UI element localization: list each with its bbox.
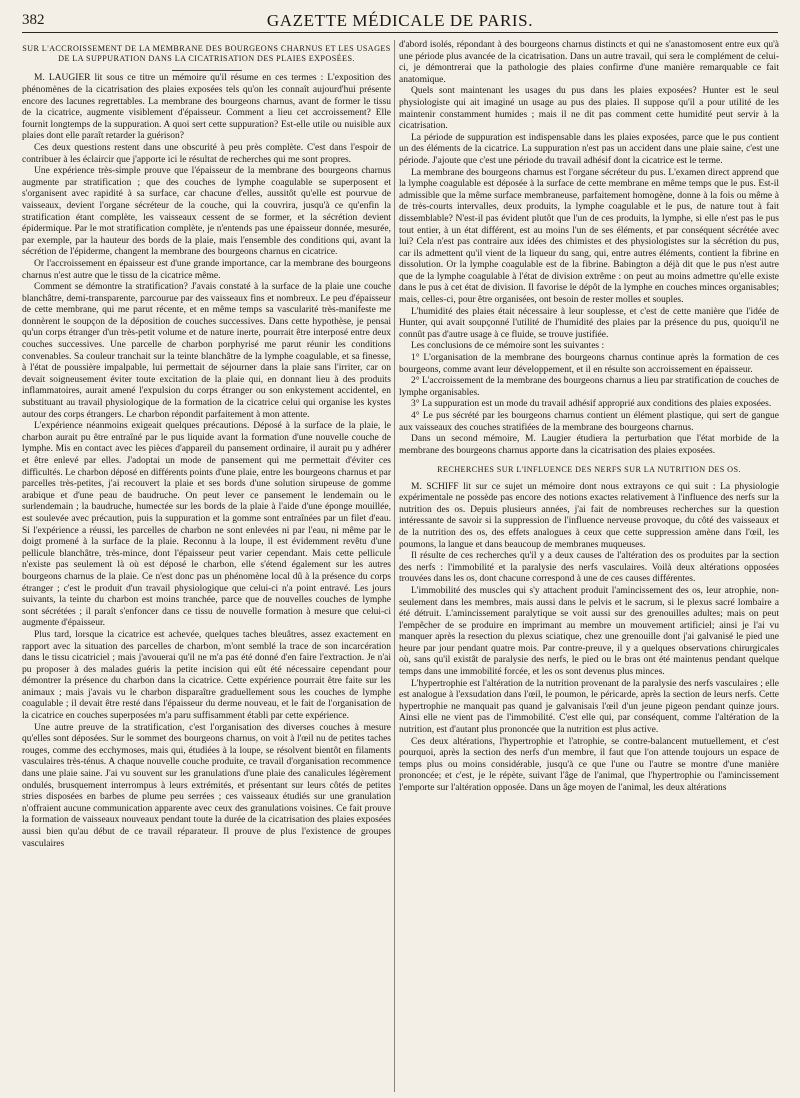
conclusion-item: 1° L'organisation de la membrane des bourgeons charnus continue après la formation de ces bourgeons, comme avant leur développement, et il en résulte son accroissement en épaisseur. xyxy=(399,353,779,375)
paragraph: La membrane des bourgeons charnus est l'organe sécréteur du pus. L'examen direct apprend que la lymphe coagulable est déposée à la surface de cette membrane en même temps que le pus. Est-il admissible que la même surface membraneuse, parfaitement homogène, donne à la fois ou même à de très-courts intervalles, deux produits, la lymphe coagulable et le pus, de nature tout à fait dissemblable? N'est-il pas évident plutôt que l'un de ces produits, la lymphe, si elle n'est pas le pus tout entier, à un état différent, est au moins l'un de ses éléments, et par conséquent sécrétée avec lui? Cela n'est pas contraire aux idées des chimistes et des physiologistes sur la sécrétion du pus, car ils admettent qu'il vient de la liqueur du sang, qui, entre autres éléments, contient la fibrine en dissolution. Or la lymphe coagulable est de la fibrine. Babington a déjà dit que le pus n'est autre que de la lymphe coagulable à l'état de division extrême : on peut au moins admettre qu'elle existe dans le pus à cet état de division. Il favorise le dépôt de la lymphe en couches minces organisables; mais, celles-ci, pour être organisées, ont besoin de rester molles et souples. xyxy=(399,167,779,306)
paragraph: L'expérience néanmoins exigeait quelques précautions. Déposé à la surface de la plaie, le charbon aurait pu être entraîné par le pus liquide avant la formation d'une nouvelle couche de lymphe. Mis en contact avec les pièces d'appareil du pansement ordinaire, il aurait pu y adhérer et être enlevé par elles. J'adoptai un mode de pansement qui me permettait d'éviter ces difficultés. Le charbon déposé en différents points d'une plaie, entre les bourgeons charnus et par parcelles très-petites, j'ai recouvert la plaie et ses bords d'une solution sirupeuse de gomme arabique et d'une peau de baudruche. On peut lever ce pansement le lendemain ou le surlendemain ; la baudruche, humectée sur les bords de la plaie à l'aide d'une éponge mouillée, est soulevée avec précaution, puis la suppuration et la gomme sont entraînées par un filet d'eau. Si l'expérience a réussi, les parcelles de charbon ne sont enlevées ni par l'eau, ni même par le doigt promené à la surface de la plaie. Reconnu à la loupe, il est évidemment revêtu d'une pellicule blanchâtre, très-mince, dont l'épaisseur peut varier cependant. Mais cette pellicule n'existe pas seulement là où est déposé le charbon, elle s'étend également sur les autres bourgeons charnus de la plaie. Ce n'est donc pas un phénomène local dû à la présence du corps étranger ; c'est le produit d'un travail physiologique que celui-ci n'a point entravé. Les jours suivants, la teinte du charbon est moins tranchée, parce que de nouvelles couches de lymphe sont sécrétées ; il paraît s'enfoncer dans ce tissu de nouvelle formation à mesure que celui-ci augmente d'épaisseur. xyxy=(22,421,391,629)
paragraph: La période de suppuration est indispensable dans les plaies exposées, parce que le pus contient un des éléments de la cicatrice. La suppuration n'est pas un accident dans une plaie saine, c'est une période. J'ajoute que c'est une période du travail adhésif dont la cicatrice est le terme. xyxy=(399,132,779,166)
journal-title: GAZETTE MÉDICALE DE PARIS. xyxy=(266,11,534,30)
paragraph: Il résulte de ces recherches qu'il y a deux causes de l'altération des os produites par la section des nerfs : l'immobilité et la paralysie des nerfs vasculaires. Voilà deux altérations opposées trouvées dans les os, dont chacune correspond à une de ces causes différentes. xyxy=(399,551,779,585)
paragraph: M. SCHIFF lit sur ce sujet un mémoire dont nous extrayons ce qui suit : La physiologie expérimentale ne possède pas encore des notions exactes relativement à l'influence des nerfs sur la nutrition des os. Depuis plusieurs années, j'ai fait de nombreuses recherches sur la question intéressante de savoir si la suppression de l'influence nerveuse provoque, du côté des vaisseaux et de la nutrition des os, des effets analogues à ceux que cette suppression amène dans l'œil, les poumons, la langue et dans beaucoup de membranes muqueuses. xyxy=(399,481,779,550)
paragraph: d'abord isolés, répondant à des bourgeons charnus distincts et qui ne s'anastomosent entre eux qu'à une période plus avancée de la cicatrisation. Dans un autre travail, qui sera le complément de celui-ci, je démontrerai que la pathologie des plaies confirme d'une manière remarquable ce fait anatomique. xyxy=(399,40,779,85)
paragraph: Quels sont maintenant les usages du pus dans les plaies exposées? Hunter est le seul physiologiste qui ait imaginé un usage au pus des plaies. Il suppose qu'il a pour utilité de les maintenir constamment humides ; mais il ne dit pas comment cette humidité peut servir à la cicatrisation. xyxy=(399,86,779,132)
conclusion-item: 4° Le pus sécrété par les bourgeons charnus contient un élément plastique, qui sert de gangue aux vaisseaux des couches stratifiées de la membrane des bourgeons charnus. xyxy=(399,411,779,433)
paragraph: Ces deux questions restent dans une obscurité à peu près complète. C'est dans l'espoir de contribuer à les éclaircir que j'apporte ici le résultat de recherches qui me sont propres. xyxy=(22,142,391,165)
paragraph: Les conclusions de ce mémoire sont les suivantes : xyxy=(411,341,605,352)
paragraph: L'immobilité des muscles qui s'y attachent produit l'amincissement des os, leur atrophie, non-seulement dans les membres, mais aussi dans le pelvis et le sacrum, si le plexus sacré lombaire a été détruit. L'amincissement paralytique se voit aussi sur des grenouilles adultes; mais on peut l'empêcher de se produire en imprimant au membre un mouvement artificiel; ainsi je l'ai vu manquer après la resection du plexus sciatique, chez une grenouille dont j'ai galvanisé le pied une heure par jour pendant quatre mois. Par contre-preuve, il y a quelques observations chirurgicales où, sans qu'il existât de paralysie des nerfs, le pied ou le bras ont été maintenus pendant quelque temps dans une immobilité forcée, et les os sont devenus plus minces. xyxy=(399,585,779,678)
paragraph: M. LAUGIER lit sous ce titre un mémoire qu'il résume en ces termes : L'exposition des phénomènes de la cicatrisation des plaies exposées tels qu'on les connaît aujourd'hui présente encore des lacunes regrettables. La membrane des bourgeons charnus, avant de former le tissu de la cicatrice, augmente visiblement d'épaisseur. Comment a lieu cet accroissement? Elle fournit longtemps de la suppuration. A quoi sert cette suppuration? Est-elle utile ou nuisible aux plaies dont elle paraît retarder la guérison? xyxy=(22,73,391,142)
paragraph: L'hypertrophie est l'altération de la nutrition provenant de la paralysie des nerfs vasculaires ; elle est analogue à l'exsudation dans l'œil, le poumon, le péricarde, après la section de leurs nerfs. Cette hypertrophie ne manquait pas quand je galvanisais l'œil d'un jeune pigeon pendant quinze jours. Ainsi elle ne vient pas de l'immobilité. C'est elle qui, par conséquent, comme l'altération de la nutrition, est d'autant plus prononcée que la nutrition est plus active. xyxy=(399,678,779,736)
paragraph: Une autre preuve de la stratification, c'est l'organisation des diverses couches à mesure qu'elles sont déposées. Sur le sommet des bourgeons charnus, on voit à l'œil nu de petites taches rouges, comme des ecchymoses, mais qui, étudiées à la loupe, se résolvent bientôt en filaments vasculaires très-ténus. A chaque nouvelle couche produite, ce travail d'organisation recommence dans une plaie saine. J'ai vu souvent sur les granulations d'une plaie des canalicules légèrement ondulés, brusquement interrompus à leurs extrémités, et présentant sur leurs côtés de petites stries disposées en barbes de plume peu serrées ; ces vaisseaux étudiés sur une granulation n'offraient aucune communication apparente avec ceux des granulations voisines. Ce fait prouve la formation de vaisseaux nouveaux pendant toute la durée de la cicatrisation des plaies exposées aussi bien qu'au début de ce travail réparateur. Il prouve de plus l'existence de groupes vasculaires xyxy=(22,722,391,849)
paragraph: Une expérience très-simple prouve que l'épaisseur de la membrane des bourgeons charnus augmente par stratification ; que des couches de lymphe coagulable se superposent et s'organisent avec rapidité à sa surface, car chacune d'elles, aussitôt qu'elle est pourvue de vaisseaux, devient l'organe sécréteur de la couche, qui la couvrira, jusqu'à ce qu'enfin la stratification étant complète, les vaisseaux cessent de se former, et la sécrétion devient épidermique. Par le mot stratification complète, je n'entends pas une épaisseur donnée, mesurée, par exemple, par la hauteur des bords de la plaie, mais l'ensemble des conditions qui, avant la sécrétion de l'épiderme, changent la membrane des bourgeons charnus en cicatrice. xyxy=(22,166,391,258)
paragraph: Dans un second mémoire, M. Laugier étudiera la perturbation que l'état morbide de la membrane des bourgeons charnus apporte dans la cicatrisation des plaies exposées. xyxy=(399,434,779,456)
column-divider xyxy=(394,40,395,1092)
left-column xyxy=(22,40,391,1092)
conclusion-item: 2° L'accroissement de la membrane des bourgeons charnus a lieu par stratification de couches de lymphe organisables. xyxy=(399,376,779,398)
page-header xyxy=(22,10,778,33)
section-title-schiff: RECHERCHES SUR L'INFLUENCE DES NERFS SUR LA NUTRITION DES OS. xyxy=(437,465,741,475)
page-number: 382 xyxy=(22,12,45,28)
paragraph: Comment se démontre la stratification? J'avais constaté à la surface de la plaie une couche blanchâtre, demi-transparente, parcourue par des vaisseaux fins et nombreux. Le peu d'épaisseur de cette membrane, qui me parut récente, et en même temps sa vascularité très-manifeste me donnèrent le soupçon de la déposition de couches successives. Dans cette hypothèse, je pensai qu'un corps étranger d'un très-petit volume et de nature inerte, pourrait être interposé entre deux couches successives. Une parcelle de charbon porphyrisé me parut réunir les conditions convenables. Sa couleur tranchait sur la teinte blanchâtre de la lymphe coagulable, et sa finesse, à l'état de poussière impalpable, lui permettait de séjourner dans la plaie sans l'irriter, car on devait soigneusement éviter toute excitation de la plaie qui, en donnant lieu à des produits inflammatoires, aurait amené l'expulsion du corps étranger ou son enkystement accidentel, en substituant au travail physiologique de la formation de la cicatrice celui qui organise les kystes autour des corps étrangers. Le charbon répondit parfaitement à mon attente. xyxy=(22,282,391,420)
paragraph: Plus tard, lorsque la cicatrice est achevée, quelques taches bleuâtres, assez exactement en rapport avec la situation des parcelles de charbon, m'ont semblé la trace de son incarcération dans le tissu cicatriciel ; mais j'avouerai qu'il ne m'a pas été donné d'en faire l'extraction. Je n'ai pu proposer à des malades guéris la petite incision qui eût été nécessaire cependant pour démontrer la présence du charbon dans la cicatrice. Cette expérience pourrait être faite sur les animaux ; mais j'avais vu le charbon disparaître graduellement sous les couches de lymphe coagulable ; il devait être resté dans l'épaisseur du derme nouveau, et le fait de l'organisation de la cicatrice en couches superposées m'a paru suffisamment établi par cette expérience. xyxy=(22,629,391,722)
right-column xyxy=(399,40,779,1092)
paragraph: L'humidité des plaies était nécessaire à leur souplesse, et c'est de cette manière que l'idée de Hunter, qui avait soupçonné l'utilité de l'humidité des plaies par la présence du pus, quoiqu'il ne connût pas d'autre usage à ce fluide, se trouve justifiée. xyxy=(399,306,779,340)
section-rule xyxy=(172,70,242,71)
conclusion-item: 3° La suppuration est un mode du travail adhésif approprié aux conditions des plaies exposées. xyxy=(411,399,772,410)
paragraph: Or l'accroissement en épaisseur est d'une grande importance, car la membrane des bourgeons charnus n'est autre que le tissu de la cicatrice même. xyxy=(22,258,391,281)
paragraph: Ces deux altérations, l'hypertrophie et l'atrophie, se contre-balancent mutuellement, et c'est pourquoi, après la section des nerfs d'un membre, il faut que l'on attende toujours un espace de temps plus ou moins considérable, jusqu'à ce que l'une ou l'autre se montre d'une manière prononcée; et c'est, je le répète, suivant l'âge de l'animal, que l'hypertrophie ou l'amincissement l'emporte sur l'altération opposée. Dans un âge moyen de l'animal, les deux altérations xyxy=(399,736,779,794)
section-title-laugier: SUR L'ACCROISSEMENT DE LA MEMBRANE DES BOURGEONS CHARNUS ET LES USAGES DE LA SUPPURATION DANS LA CICATRISATION DES PLAIES EXPOSÉES. xyxy=(22,44,391,64)
